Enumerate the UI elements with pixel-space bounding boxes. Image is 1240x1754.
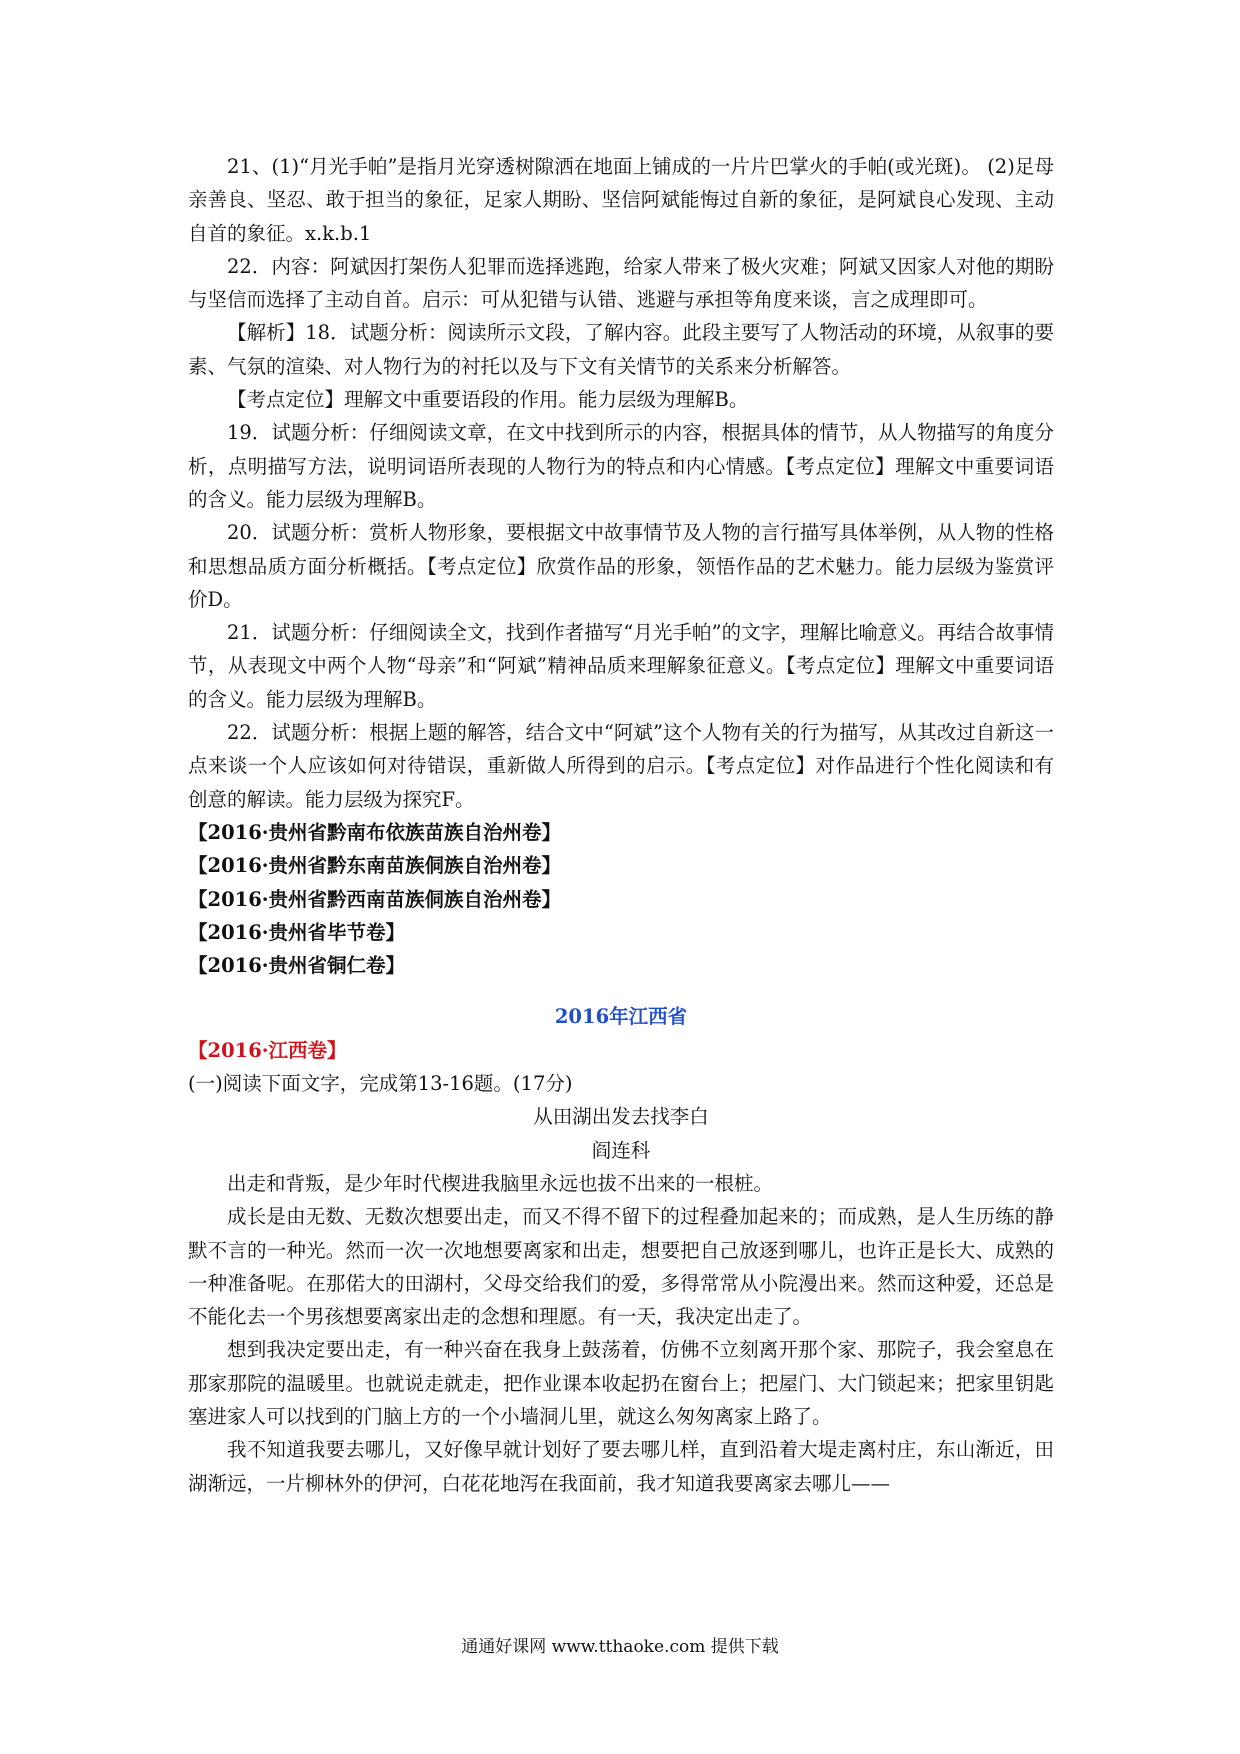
heading-qiannan: 【2016·贵州省黔南布依族苗族自治州卷】 xyxy=(188,820,562,844)
analysis-21: 21．试题分析：仔细阅读全文，找到作者描写“月光手帕”的文字，理解比喻意义。再结合故事情节，从表现文中两个人物“母亲”和“阿斌”精神品质来理解象征意义。【考点定位】理解文中重要词语的含义。能力层级为理解B。 xyxy=(188,621,1054,711)
article-author: 阎连科 xyxy=(591,1138,651,1162)
heading-qiandongnan: 【2016·贵州省黔东南苗族侗族自治州卷】 xyxy=(188,854,562,878)
heading-bijie: 【2016·贵州省毕节卷】 xyxy=(188,920,406,944)
heading-qianxinan: 【2016·贵州省黔西南苗族侗族自治州卷】 xyxy=(188,887,562,911)
section-title: 2016年江西省 xyxy=(554,1005,688,1029)
analysis-18: 【解析】18．试题分析：阅读所示文段，了解内容。此段主要写了人物活动的环境，从叙事的要素、气氛的渲染、对人物行为的衬托以及与下文有关情节的关系来分析解答。 xyxy=(188,321,1054,378)
task-instruction: (一)阅读下面文字，完成第13-16题。(17分) xyxy=(188,1072,573,1096)
analysis-20: 20．试题分析：赏析人物形象，要根据文中故事情节及人物的言行描写具体举例，从人物的性格和思想品质方面分析概括。【考点定位】欣赏作品的形象，领悟作品的艺术魅力。能力层级为鉴赏评价D。 xyxy=(188,521,1054,611)
article-paragraph: 想到我决定要出走，有一种兴奋在我身上鼓荡着，仿佛不立刻离开那个家、那院子，我会窒息在那家那院的温暖里。也就说走就走，把作业课本收起扔在窗台上；把屋门、大门锁起来；把家里钥匙塞进家人可以找到的门脑上方的一个小墙洞儿里，就这么匆匆离家上路了。 xyxy=(188,1338,1054,1428)
analysis-18-point: 【考点定位】理解文中重要语段的作用。能力层级为理解B。 xyxy=(227,388,749,412)
article-title: 从田湖出发去找李白 xyxy=(533,1105,709,1129)
section-tag: 【2016·江西卷】 xyxy=(188,1038,347,1062)
article-paragraph: 出走和背叛，是少年时代楔进我脑里永远也拔不出来的一根桩。 xyxy=(227,1171,774,1195)
document-body xyxy=(188,150,1054,1500)
heading-tongren: 【2016·贵州省铜仁卷】 xyxy=(188,954,406,978)
article-paragraph: 成长是由无数、无数次想要出走，而又不得不留下的过程叠加起来的；而成熟，是人生历练的静默不言的一种光。然而一次一次地想要离家和出走，想要把自己放逐到哪儿，也许正是长大、成熟的一种准备呢。在那偌大的田湖村，父母交给我们的爱，多得常常从小院漫出来。然而这种爱，还总是不能化去一个男孩想要离家出走的念想和理愿。有一天，我决定出走了。 xyxy=(188,1205,1054,1329)
article-paragraph: 我不知道我要去哪儿，又好像早就计划好了要去哪儿样，直到沿着大堤走离村庄，东山渐近，田湖渐远，一片柳林外的伊河，白花花地泻在我面前，我才知道我要离家去哪儿—— xyxy=(188,1438,1054,1495)
analysis-22: 22．试题分析：根据上题的解答，结合文中“阿斌”这个人物有关的行为描写，从其改过自新这一点来谈一个人应该如何对待错误，重新做人所得到的启示。【考点定位】对作品进行个性化阅读和有创意的解读。能力层级为探究F。 xyxy=(188,721,1054,811)
answer-22: 22．内容：阿斌因打架伤人犯罪而选择逃跑，给家人带来了极火灾难；阿斌又因家人对他的期盼与坚信而选择了主动自首。启示：可从犯错与认错、逃避与承担等角度来谈，言之成理即可。 xyxy=(188,254,1054,312)
answer-21: 21、(1)“月光手帕”是指月光穿透树隙洒在地面上铺成的一片片巴掌火的手帕(或光斑)。 (2)足母亲善良、坚忍、敢于担当的象征，足家人期盼、坚信阿斌能悔过自新的象征，是阿斌良心发现、主动自首的象征。x.k.b.1 xyxy=(188,155,1054,245)
analysis-19: 19．试题分析：仔细阅读文章，在文中找到所示的内容，根据具体的情节，从人物描写的角度分析，点明描写方法，说明词语所表现的人物行为的特点和内心情感。【考点定位】理解文中重要词语的含义。能力层级为理解B。 xyxy=(188,421,1054,511)
page-footer: 通通好课网 www.tthaoke.com 提供下载 xyxy=(461,1637,779,1657)
